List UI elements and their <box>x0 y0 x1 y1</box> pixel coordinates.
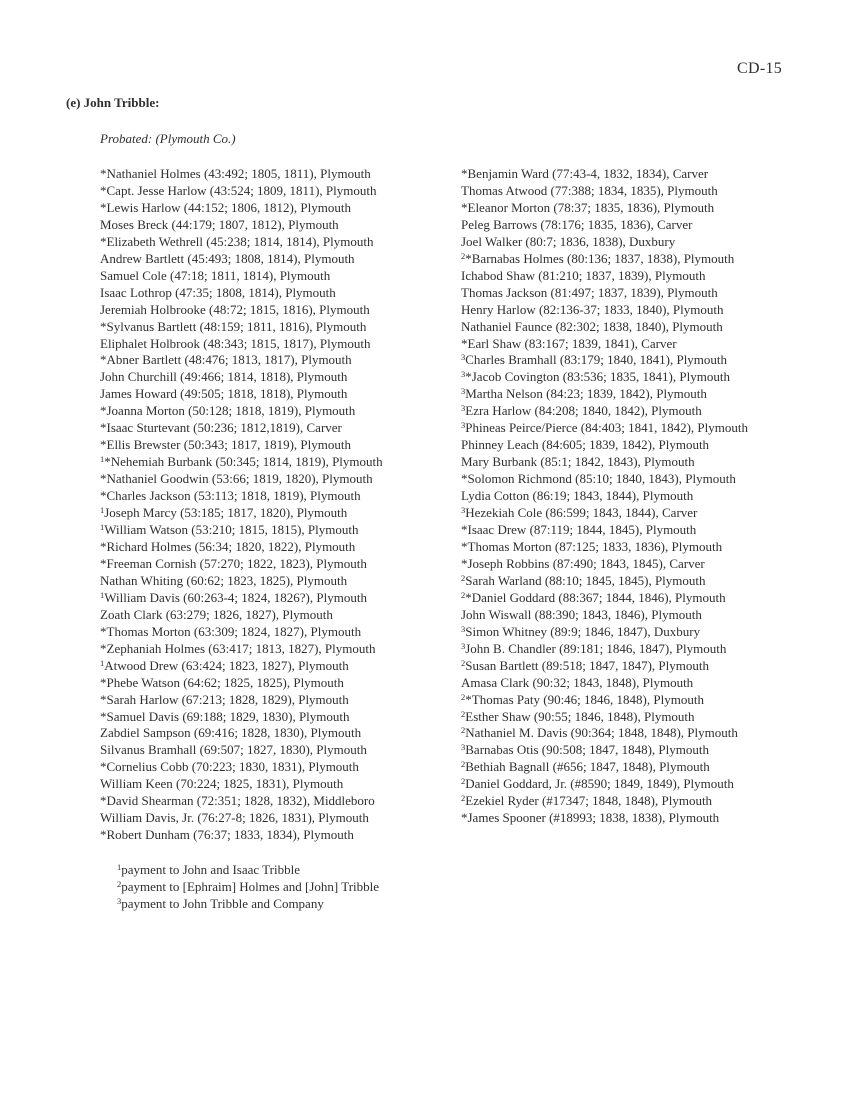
probate-entry <box>461 386 748 403</box>
probated-label: Probated: (Plymouth Co.) <box>100 131 236 146</box>
probate-entry <box>461 793 748 810</box>
probate-entry <box>100 386 383 403</box>
entry-text: *David Shearman (72:351; 1828, 1832), Middleboro <box>100 793 375 809</box>
entry-text: Zoath Clark (63:279; 1826, 1827), Plymouth <box>100 606 333 622</box>
probate-entry <box>461 709 748 726</box>
entry-text: *Thomas Morton (63:309; 1824, 1827), Plymouth <box>100 623 362 639</box>
entry-text: *Elizabeth Wethrell (45:238; 1814, 1814), Plymouth <box>100 233 374 249</box>
entry-text: *Isaac Drew (87:119; 1844, 1845), Plymouth <box>461 522 697 538</box>
probate-entry <box>461 166 748 183</box>
probate-entry <box>461 217 748 234</box>
probate-entry <box>461 454 748 471</box>
entry-text: Peleg Barrows (78:176; 1835, 1836), Carver <box>461 216 693 232</box>
entry-text: Charles Bramhall (83:179; 1840, 1841), Plymouth <box>465 352 728 368</box>
probate-entry <box>100 624 383 641</box>
entry-text: Simon Whitney (89:9; 1846, 1847), Duxbury <box>465 623 701 639</box>
footnote-marker: 2 <box>461 759 466 770</box>
probate-entry <box>100 336 383 353</box>
footnote-marker: 3 <box>461 640 466 651</box>
footnote-marker: 3 <box>461 352 466 363</box>
entry-text: Nathaniel Faunce (82:302; 1838, 1840), Plymouth <box>461 318 723 334</box>
probate-entry <box>100 539 383 556</box>
footnote-marker: 2 <box>461 657 466 668</box>
footnote <box>117 861 379 878</box>
probate-entry <box>100 420 383 437</box>
footnote-marker: 1 <box>100 657 105 668</box>
page-number: CD-15 <box>737 60 783 77</box>
entry-text: *Thomas Paty (90:46; 1846, 1848), Plymouth <box>465 691 704 707</box>
footnote-marker: 2 <box>461 776 466 787</box>
entry-text: *Nehemiah Burbank (50:345; 1814, 1819), Plymouth <box>104 454 383 470</box>
entry-text: *Phebe Watson (64:62; 1825, 1825), Plymouth <box>100 674 344 690</box>
entry-text: Phinney Leach (84:605; 1839, 1842), Plymouth <box>461 437 710 453</box>
probate-entry <box>100 827 383 844</box>
footnote-number: 3 <box>117 896 122 906</box>
probate-entry <box>461 268 748 285</box>
entry-text: *Sarah Harlow (67:213; 1828, 1829), Plymouth <box>100 691 349 707</box>
entry-text: Ichabod Shaw (81:210; 1837, 1839), Plymouth <box>461 267 706 283</box>
entry-text: Lydia Cotton (86:19; 1843, 1844), Plymouth <box>461 488 694 504</box>
entry-text: *Isaac Sturtevant (50:236; 1812,1819), Carver <box>100 420 342 436</box>
entry-text: *Cornelius Cobb (70:223; 1830, 1831), Plymouth <box>100 759 359 775</box>
entry-text: Henry Harlow (82:136-37; 1833, 1840), Plymouth <box>461 301 724 317</box>
footnote-marker: 1 <box>100 589 105 600</box>
footnote-marker: 2 <box>461 708 466 719</box>
entry-text: *Robert Dunham (76:37; 1833, 1834), Plymouth <box>100 827 354 843</box>
entry-text: William Davis, Jr. (76:27-8; 1826, 1831), Plymouth <box>100 810 369 826</box>
probate-entry <box>461 471 748 488</box>
entry-text: Hezekiah Cole (86:599; 1843, 1844), Carver <box>465 505 698 521</box>
probate-entry <box>100 183 383 200</box>
probate-entry <box>461 607 748 624</box>
probate-entry <box>100 522 383 539</box>
probate-list-left-column <box>100 166 383 844</box>
footnote-marker: 2 <box>461 691 466 702</box>
probate-entry <box>100 658 383 675</box>
footnote <box>117 878 379 895</box>
entry-text: Thomas Atwood (77:388; 1834, 1835), Plymouth <box>461 182 718 198</box>
entry-text: John Wiswall (88:390; 1843, 1846), Plymouth <box>461 606 702 622</box>
probate-entry <box>461 285 748 302</box>
footnote-marker: 3 <box>461 420 466 431</box>
probate-entry <box>100 166 383 183</box>
entry-text: *Benjamin Ward (77:43-4, 1832, 1834), Carver <box>461 166 709 181</box>
entry-text: *Joanna Morton (50:128; 1818, 1819), Plymouth <box>100 403 356 419</box>
probate-entry <box>461 573 748 590</box>
probate-entry <box>100 505 383 522</box>
entry-text: Daniel Goddard, Jr. (#8590; 1849, 1849), Plymouth <box>465 776 734 792</box>
footnote-marker: 3 <box>461 505 466 516</box>
entry-text: James Howard (49:505; 1818, 1818), Plymouth <box>100 386 348 402</box>
probate-entry <box>461 234 748 251</box>
entry-text: *Sylvanus Bartlett (48:159; 1811, 1816), Plymouth <box>100 318 367 334</box>
entry-text: Martha Nelson (84:23; 1839, 1842), Plymouth <box>465 386 707 402</box>
footnote-marker: 2 <box>461 793 466 804</box>
footnote-marker: 2 <box>461 725 466 736</box>
footnote-number: 2 <box>117 879 122 889</box>
entry-text: William Watson (53:210; 1815, 1815), Plymouth <box>104 522 359 538</box>
probate-entry <box>461 641 748 658</box>
probate-entry <box>100 437 383 454</box>
footnotes-block <box>117 861 379 912</box>
entry-text: Eliphalet Holbrook (48:343; 1815, 1817), Plymouth <box>100 335 371 351</box>
probate-entry <box>100 454 383 471</box>
probate-entry <box>461 319 748 336</box>
probate-entry <box>461 624 748 641</box>
footnote-marker: 3 <box>461 369 466 380</box>
probate-entry <box>100 776 383 793</box>
probate-entry <box>100 709 383 726</box>
entry-text: Ezra Harlow (84:208; 1840, 1842), Plymouth <box>465 403 702 419</box>
entry-text: *Lewis Harlow (44:152; 1806, 1812), Plymouth <box>100 199 351 215</box>
entry-text: Joel Walker (80:7; 1836, 1838), Duxbury <box>461 233 676 249</box>
footnote-marker: 3 <box>461 403 466 414</box>
probate-entry <box>461 183 748 200</box>
entry-text: John Churchill (49:466; 1814, 1818), Plymouth <box>100 369 348 385</box>
probate-entry <box>100 217 383 234</box>
probate-entry <box>100 369 383 386</box>
probate-entry <box>461 369 748 386</box>
entry-text: Barnabas Otis (90:508; 1847, 1848), Plymouth <box>465 742 709 758</box>
probate-entry <box>461 200 748 217</box>
probate-entry <box>100 810 383 827</box>
probate-entry <box>461 725 748 742</box>
entry-text: *Richard Holmes (56:34; 1820, 1822), Plymouth <box>100 538 356 554</box>
entry-text: *Zephaniah Holmes (63:417; 1813, 1827), Plymouth <box>100 640 376 656</box>
probate-entry <box>461 810 748 827</box>
probate-entry <box>100 234 383 251</box>
probate-entry <box>461 251 748 268</box>
probate-entry <box>100 251 383 268</box>
entry-text: Atwood Drew (63:424; 1823, 1827), Plymouth <box>104 657 349 673</box>
probate-entry <box>461 556 748 573</box>
entry-text: *Jacob Covington (83:536; 1835, 1841), Plymouth <box>465 369 730 385</box>
entry-text: Zabdiel Sampson (69:416; 1828, 1830), Plymouth <box>100 725 362 741</box>
probate-entry <box>461 302 748 319</box>
footnote-text: payment to John and Isaac Tribble <box>121 862 300 877</box>
probate-entry <box>461 403 748 420</box>
entry-text: Amasa Clark (90:32; 1843, 1848), Plymouth <box>461 674 694 690</box>
probate-entry <box>100 675 383 692</box>
entry-text: Joseph Marcy (53:185; 1817, 1820), Plymouth <box>104 505 348 521</box>
probate-entry <box>461 352 748 369</box>
probate-entry <box>100 692 383 709</box>
probate-entry <box>100 590 383 607</box>
probate-entry <box>100 471 383 488</box>
entry-text: *Earl Shaw (83:167; 1839, 1841), Carver <box>461 335 677 351</box>
probate-entry <box>461 437 748 454</box>
entry-text: Silvanus Bramhall (69:507; 1827, 1830), Plymouth <box>100 742 367 758</box>
probate-entry <box>461 336 748 353</box>
footnote-marker: 3 <box>461 386 466 397</box>
entry-text: *Capt. Jesse Harlow (43:524; 1809, 1811), Plymouth <box>100 182 377 198</box>
entry-text: Sarah Warland (88:10; 1845, 1845), Plymouth <box>465 572 706 588</box>
entry-text: Ezekiel Ryder (#17347; 1848, 1848), Plymouth <box>465 793 713 809</box>
footnote-marker: 2 <box>461 572 466 583</box>
entry-text: Nathan Whiting (60:62; 1823, 1825), Plymouth <box>100 572 348 588</box>
entry-text: *Abner Bartlett (48:476; 1813, 1817), Plymouth <box>100 352 352 368</box>
probate-entry <box>461 590 748 607</box>
footnote-text: payment to [Ephraim] Holmes and [John] Tribble <box>121 879 380 894</box>
entry-text: William Davis (60:263-4; 1824, 1826?), Plymouth <box>104 589 367 605</box>
probate-entry <box>461 759 748 776</box>
entry-text: Bethiah Bagnall (#656; 1847, 1848), Plymouth <box>465 759 710 775</box>
footnote-marker: 2 <box>461 589 466 600</box>
entry-text: *Charles Jackson (53:113; 1818, 1819), Plymouth <box>100 488 361 504</box>
footnote-marker: 1 <box>100 505 105 516</box>
entry-text: Isaac Lothrop (47:35; 1808, 1814), Plymouth <box>100 284 336 300</box>
entry-text: John B. Chandler (89:181; 1846, 1847), Plymouth <box>465 640 727 656</box>
entry-text: *Eleanor Morton (78:37; 1835, 1836), Plymouth <box>461 199 715 215</box>
probate-entry <box>100 793 383 810</box>
probate-entry <box>461 776 748 793</box>
entry-text: *Solomon Richmond (85:10; 1840, 1843), Plymouth <box>461 471 736 487</box>
footnote-marker: 2 <box>461 250 466 261</box>
probate-entry <box>461 522 748 539</box>
entry-text: Mary Burbank (85:1; 1842, 1843), Plymouth <box>461 454 695 470</box>
entry-text: *Daniel Goddard (88:367; 1844, 1846), Plymouth <box>465 589 726 605</box>
probate-list-right-column <box>461 166 748 827</box>
probate-entry <box>100 285 383 302</box>
probate-entry <box>100 556 383 573</box>
entry-text: Susan Bartlett (89:518; 1847, 1847), Plymouth <box>465 657 709 673</box>
entry-text: Phineas Peirce/Pierce (84:403; 1841, 1842), Plymouth <box>465 420 748 436</box>
entry-text: Andrew Bartlett (45:493; 1808, 1814), Plymouth <box>100 250 355 266</box>
probate-entry <box>100 200 383 217</box>
footnote-marker: 3 <box>461 623 466 634</box>
probate-entry <box>100 742 383 759</box>
probate-entry <box>100 488 383 505</box>
probate-entry <box>100 573 383 590</box>
probate-entry <box>100 268 383 285</box>
probate-entry <box>461 539 748 556</box>
probate-entry <box>461 742 748 759</box>
entry-text: Samuel Cole (47:18; 1811, 1814), Plymouth <box>100 267 331 283</box>
entry-text: William Keen (70:224; 1825, 1831), Plymouth <box>100 776 344 792</box>
probate-entry <box>461 488 748 505</box>
entry-text: Esther Shaw (90:55; 1846, 1848), Plymouth <box>465 708 695 724</box>
entry-text: *Thomas Morton (87:125; 1833, 1836), Plymouth <box>461 538 723 554</box>
probate-entry <box>100 725 383 742</box>
entry-text: *Barnabas Holmes (80:136; 1837, 1838), Plymouth <box>465 250 735 266</box>
entry-text: *Samuel Davis (69:188; 1829, 1830), Plymouth <box>100 708 350 724</box>
probate-entry <box>461 658 748 675</box>
section-heading: (e) John Tribble: <box>66 95 160 110</box>
probate-entry <box>461 675 748 692</box>
entry-text: Jeremiah Holbrooke (48:72; 1815, 1816), Plymouth <box>100 301 370 317</box>
probate-entry <box>461 692 748 709</box>
probate-entry <box>461 420 748 437</box>
probate-entry <box>100 302 383 319</box>
footnote-number: 1 <box>117 862 122 872</box>
probate-entry <box>100 607 383 624</box>
probate-entry <box>100 759 383 776</box>
probate-entry <box>100 403 383 420</box>
entry-text: Thomas Jackson (81:497; 1837, 1839), Plymouth <box>461 284 718 300</box>
probate-entry <box>100 352 383 369</box>
probate-entry <box>100 319 383 336</box>
footnote-text: payment to John Tribble and Company <box>121 896 324 911</box>
entry-text: *Ellis Brewster (50:343; 1817, 1819), Plymouth <box>100 437 351 453</box>
entry-text: Nathaniel M. Davis (90:364; 1848, 1848), Plymouth <box>465 725 738 741</box>
footnote-marker: 3 <box>461 742 466 753</box>
footnote <box>117 895 379 912</box>
entry-text: *Joseph Robbins (87:490; 1843, 1845), Carver <box>461 555 705 571</box>
entry-text: *Nathaniel Goodwin (53:66; 1819, 1820), Plymouth <box>100 471 373 487</box>
entry-text: *Nathaniel Holmes (43:492; 1805, 1811), Plymouth <box>100 166 371 181</box>
probate-entry <box>100 641 383 658</box>
entry-text: *James Spooner (#18993; 1838, 1838), Plymouth <box>461 810 720 826</box>
footnote-marker: 1 <box>100 454 105 465</box>
entry-text: *Freeman Cornish (57:270; 1822, 1823), Plymouth <box>100 555 367 571</box>
entry-text: Moses Breck (44:179; 1807, 1812), Plymouth <box>100 216 339 232</box>
probate-entry <box>461 505 748 522</box>
footnote-marker: 1 <box>100 522 105 533</box>
